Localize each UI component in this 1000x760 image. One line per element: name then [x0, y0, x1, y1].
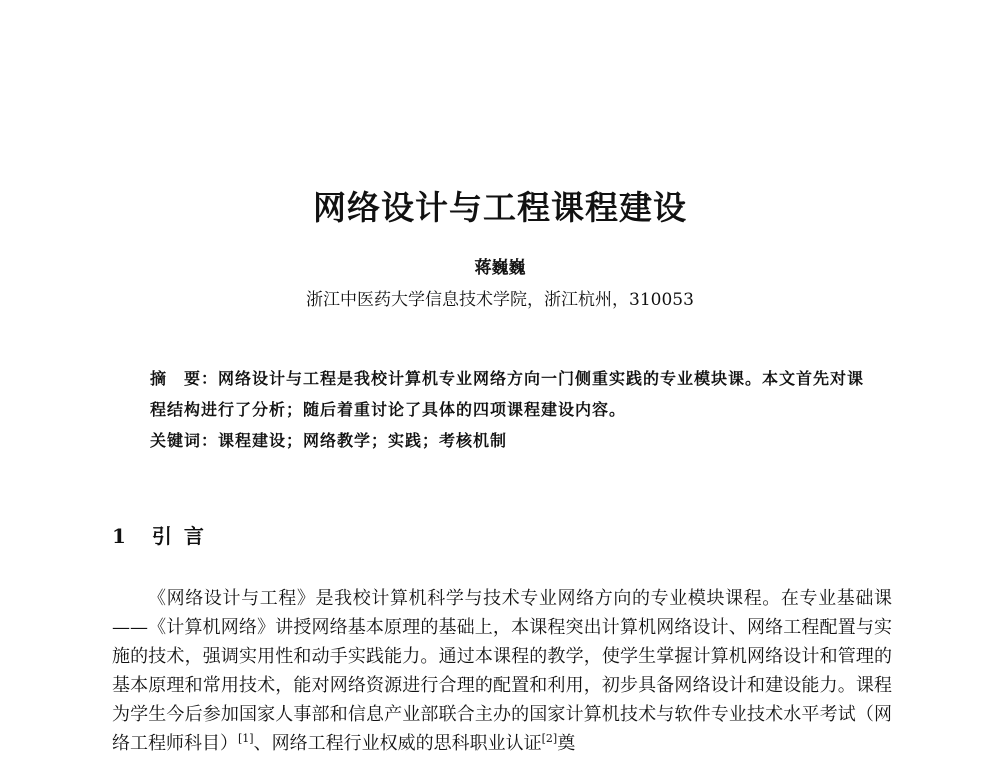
body-text-1: 《网络设计与工程》是我校计算机科学与技术专业网络方向的专业模块课程。在专业基础课——《计算机网络》讲授网络基本原理的基础上，本课程突出计算机网络设计、网络工程配置与实施的技术，强调实用性和动手实践能力。通过本课程的教学，使学生掌握计算机网络设计和管理的基本原理和常用技术，能对网络资源进行合理的配置和利用，初步具备网络设计和建设能力。课程为学生今后参加国家人事部和信息产业部联合主办的国家计算机技术与软件专业技术水平考试（网络工程师科目） [112, 588, 892, 754]
section-heading [112, 521, 216, 551]
abstract-label: 摘 要： [150, 369, 219, 388]
paper-title: 网络设计与工程课程建设 [313, 188, 687, 227]
body-text-3: 奠 [557, 733, 576, 754]
abstract-text: 网络设计与工程是我校计算机专业网络方向一门侧重实践的专业模块课。本文首先对课程结构进行了分析；随后着重讨论了具体的四项课程建设内容。 [150, 369, 865, 419]
keywords [150, 425, 870, 456]
section-title: 引言 [151, 524, 216, 548]
citation-1: [1] [238, 732, 254, 745]
body-paragraph [112, 584, 892, 758]
abstract [150, 363, 870, 425]
body-text-2: 、网络工程行业权威的思科职业认证 [253, 733, 542, 754]
citation-2: [2] [541, 732, 558, 745]
keywords-text: 课程建设；网络教学；实践；考核机制 [218, 431, 508, 450]
section-number: 1 [112, 524, 126, 548]
keywords-label: 关键词： [150, 431, 219, 450]
author-affiliation: 浙江中医药大学信息技术学院，浙江杭州，310053 [306, 290, 694, 310]
author-name: 蒋巍巍 [474, 258, 526, 278]
